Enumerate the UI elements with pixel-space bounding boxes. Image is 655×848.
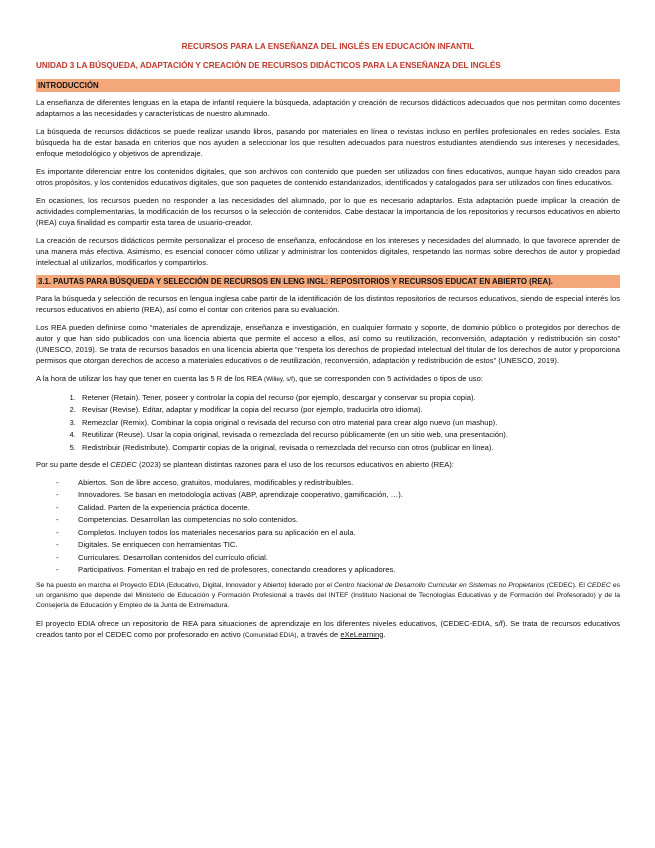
- citation: (Comunidad EDIA): [242, 631, 297, 639]
- five-r-list: [36, 392, 620, 453]
- list-item: 1. Retener (Retain). Tener, poseer y controlar la copia del recurso (por ejemplo, descargar y conservar su propia copia).: [78, 392, 620, 403]
- list-item-text: Participativos. Fomentan el trabajo en red de profesores, conectando creadores y aplicadores.: [78, 565, 396, 575]
- dash-bullet: -: [56, 477, 59, 487]
- list-item: [56, 527, 620, 538]
- list-item: [56, 514, 620, 525]
- intro-paragraph: La búsqueda de recursos didácticos se puede realizar usando libros, pasando por materiales en línea o revistas incluso en perfiles profesionales en redes sociales. Esta búsqueda ha de estar basada en criterios que nos ayuden a seleccionar los que resulten adecuados para nuestros estudiantes atendiendo sus intereses y necesidades, enfoque metodológico y objetivos de aprendizaje.: [36, 127, 620, 159]
- document-body: [36, 41, 620, 647]
- dash-bullet: -: [56, 540, 59, 550]
- final-text: , a través de: [296, 629, 341, 639]
- section-paragraph: Para la búsqueda y selección de recursos en lengua inglesa cabe partir de la identificación de los distintos repositorios de recursos educativos, siendo de especial interés los recursos educativos en abierto (REA), así como el contar con criterios para su evaluación.: [36, 294, 620, 315]
- list-item-text: Completos. Incluyen todos los materiales necesarios para su aplicación en el aula.: [78, 527, 356, 537]
- dash-bullet: -: [56, 527, 59, 537]
- cedec-name: CEDEC: [586, 582, 611, 590]
- edia-note-text: Se ha puesto en marcha el Proyecto EDIA (Educativo, Digital, Innovador y Abierto) liderado por el: [36, 582, 334, 590]
- dash-bullet: -: [56, 490, 59, 500]
- final-paragraph: [36, 618, 620, 640]
- list-item: [56, 489, 620, 500]
- list-item: [56, 564, 620, 575]
- document-title: RECURSOS PARA LA ENSEÑANZA DEL INGLÉS EN EDUCACIÓN INFANTIL: [181, 42, 475, 51]
- edia-note-text: (CEDEC). El: [544, 582, 587, 590]
- dash-bullet: -: [56, 565, 59, 575]
- dash-bullet: -: [56, 552, 59, 562]
- five-r-intro-text: A la hora de utilizar los hay que tener en cuenta las 5 R de los REA: [36, 374, 264, 384]
- edia-note-text: es un organismo que depende del Ministerio de Educación y Formación Profesional a través del INTEF (Instituto Nacional de Tecnologías Educativas y de Formación del Profesorado) y de la Consejería de Educación y Empleo de la Junta de Extremadura.: [36, 582, 620, 609]
- citation: (Willey, s/f): [263, 376, 296, 384]
- unit-title: UNIDAD 3 LA BÚSQUEDA, ADAPTACIÓN Y CREACIÓN DE RECURSOS DIDÁCTICOS PARA LA ENSEÑANZA DEL INGLÉS: [36, 60, 501, 70]
- list-item: [56, 552, 620, 563]
- final-text: .: [383, 629, 386, 639]
- list-item: [56, 539, 620, 550]
- rea-reasons-list: [36, 477, 620, 576]
- exelearning-link[interactable]: eXeLearning: [340, 629, 384, 639]
- dash-bullet: -: [56, 502, 59, 512]
- cedec-name: CEDEC: [110, 459, 137, 469]
- list-item: 2. Revisar (Revise). Editar, adaptar y modificar la copia del recurso (por ejemplo, traducirla otro idioma).: [78, 404, 620, 415]
- list-item: 3. Remezclar (Remix). Combinar la copia original o revisada del recurso con otro material para crear algo nuevo (un mashup).: [78, 417, 620, 428]
- intro-paragraph: La creación de recursos didácticos permite personalizar el proceso de enseñanza, enfocándose en los intereses y necesidades del alumnado, lo que favorece aprender de una manera más efectiva. Asimismo, es esencial conocer cómo utilizar y administrar los contenidos digitales, respetando las normas sobre derechos de autor y propiedad intelectual al utilizarlos, modificarlos y compartirlos.: [36, 236, 620, 268]
- five-r-intro-text: , que se corresponden con 5 actividades o tipos de uso:: [295, 374, 483, 384]
- list-item: [56, 502, 620, 513]
- rea-definition-paragraph: Los REA pueden definirse como “materiales de aprendizaje, enseñanza e investigación, en cualquier formato y soporte, de dominio público o protegidos por derechos de autor y que han sido publicados con una licencia abierta que permite el acceso a ellos, así como su reutilización, reconversión, adaptación y redistribución sin costo” (UNESCO, 2019). Se trata de recursos basados en una licencia abierta que “respeta los derechos de propiedad intelectual del titular de los derechos de autor y proporciona permisos que otorgan derechos de acceso a materiales educativos o de reutilización, reconversión, adaptación y redistribución de estos” (UNESCO, 2019).: [36, 323, 620, 366]
- list-item: [56, 477, 620, 488]
- cedec-intro-text: (2023) se plantean distintas razones para el uso de los recursos educativos en abierto (REA):: [136, 459, 454, 469]
- cedec-intro-text: Por su parte desde el: [36, 459, 111, 469]
- cedec-full-name: Centro Nacional de Desarrollo Curricular en Sistemas no Propietarios: [334, 582, 545, 590]
- list-item: 5. Redistribuir (Redistribute). Compartir copias de la original, revisada o remezclada del recurso con otros (publicar en línea).: [78, 442, 620, 453]
- intro-paragraph: En ocasiones, los recursos pueden no responder a las necesidades del alumnado, por lo que es necesario adaptarlos. Esta adaptación puede implicar la creación de actividades complementarias, la modificación de los recursos o la selección de contenidos. Cabe destacar la importancia de los repositorios y recursos educativos en abierto (REA) cuya finalidad es compartir esta tarea de usuario-creador.: [36, 196, 620, 228]
- five-r-intro: [36, 373, 620, 384]
- section-heading-intro: INTRODUCCIÓN: [36, 79, 620, 92]
- intro-paragraph: La enseñanza de diferentes lenguas en la etapa de infantil requiere la búsqueda, adaptación y creación de recursos didácticos adecuados que nos permitan como docentes adaptarnos a las necesidades y características de nuestro alumnado.: [36, 98, 620, 119]
- list-item: 4. Reutilizar (Reuse). Usar la copia original, revisada o remezclada del recurso públicamente (en un sitio web, una presentación).: [78, 429, 620, 440]
- cedec-intro: [36, 459, 620, 470]
- list-item-text: Calidad. Parten de la experiencia práctica docente.: [78, 502, 250, 512]
- dash-bullet: -: [56, 515, 59, 525]
- list-item-text: Abiertos. Son de libre acceso, gratuitos, modulares, modificables y redistribuibles.: [78, 477, 354, 487]
- edia-note: [36, 581, 620, 611]
- section-heading-3-1: 3.1. PAUTAS PARA BÚSQUEDA Y SELECCIÓN DE RECURSOS EN LENG INGL: REPOSITORIOS Y RECURSOS EDUCAT EN ABIERTO (REA).: [36, 275, 620, 288]
- list-item-text: Innovadores. Se basan en metodología activas (ABP, aprendizaje cooperativo, gamificación, …).: [78, 490, 403, 500]
- intro-paragraph: Es importante diferenciar entre los contenidos digitales, que son archivos con contenido que pueden ser utilizados con fines educativos, aunque hayan sido creados para otros propósitos, y los contenidos educativos digitales, que son paquetes de contenido estandarizados, identificados y catalogados para ser utilizados con fines educativos.: [36, 167, 620, 188]
- final-text: El proyecto EDIA ofrece un repositorio de REA para situaciones de aprendizaje en los diferentes niveles educativos, (CEDEC-EDIA, s/f). Se trata de recursos educativos creados tanto por el CEDEC como por profesorado en activo: [36, 618, 620, 639]
- list-item-text: Curriculares. Desarrollan contenidos del currículo oficial.: [78, 552, 268, 562]
- list-item-text: Competencias. Desarrollan las competencias no solo contenidos.: [78, 515, 298, 525]
- list-item-text: Digitales. Se enriquecen con herramientas TIC.: [78, 540, 238, 550]
